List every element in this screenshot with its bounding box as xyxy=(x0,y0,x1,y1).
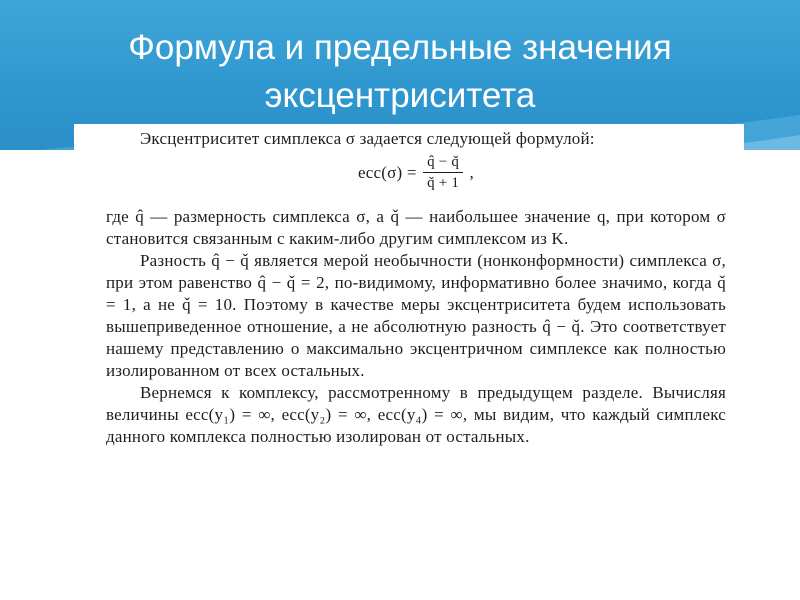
eccentricity-formula xyxy=(106,152,726,196)
slide-title-line2: эксцентриситета xyxy=(264,76,536,115)
document-text xyxy=(106,128,726,448)
formula-numerator: q̂ − q̌ xyxy=(423,152,463,173)
formula-comma: , xyxy=(469,162,474,182)
paragraph-definition: Эксцентриситет симплекса σ задается следующей формулой: xyxy=(140,129,595,148)
paragraph-where: где q̂ — размерность симплекса σ, а q̌ — наибольшее значение q, при котором σ становится связанным с каким-либо другим симплексом из K. xyxy=(106,207,726,248)
formula-lhs: ecc(σ) = xyxy=(358,162,417,182)
slide-title xyxy=(40,24,760,120)
paragraph-difference: Разность q̂ − q̌ является мерой необычности (нонконформности) симплекса σ, при этом равенство q̂ − q̌ = 2, по-видимому, информативно более значимо, когда q̌ = 1, а не q̌ = 10. Поэтому в качестве меры эксцентриситета будем использовать вышеприведенное отношение, а не абсолютную разность q̂ − q̌. Это соответствует нашему представлению о максимально эксцентричном симплексе как полностью изолированном от всех остальных. xyxy=(106,251,726,380)
scanned-page xyxy=(74,124,744,584)
slide-title-line1: Формула и предельные значения xyxy=(128,28,672,67)
formula-denominator: q̌ + 1 xyxy=(427,175,460,191)
formula-fraction xyxy=(423,152,463,193)
paragraph-complex: Вернемся к комплексу, рассмотренному в предыдущем разделе. Вычисляя величины ecc(y₁) = ∞, ecc(y₂) = ∞, ecc(y₄) = ∞, мы видим, что каждый симплекс данного комплекса полностью изолирован от остальных. xyxy=(106,383,726,446)
